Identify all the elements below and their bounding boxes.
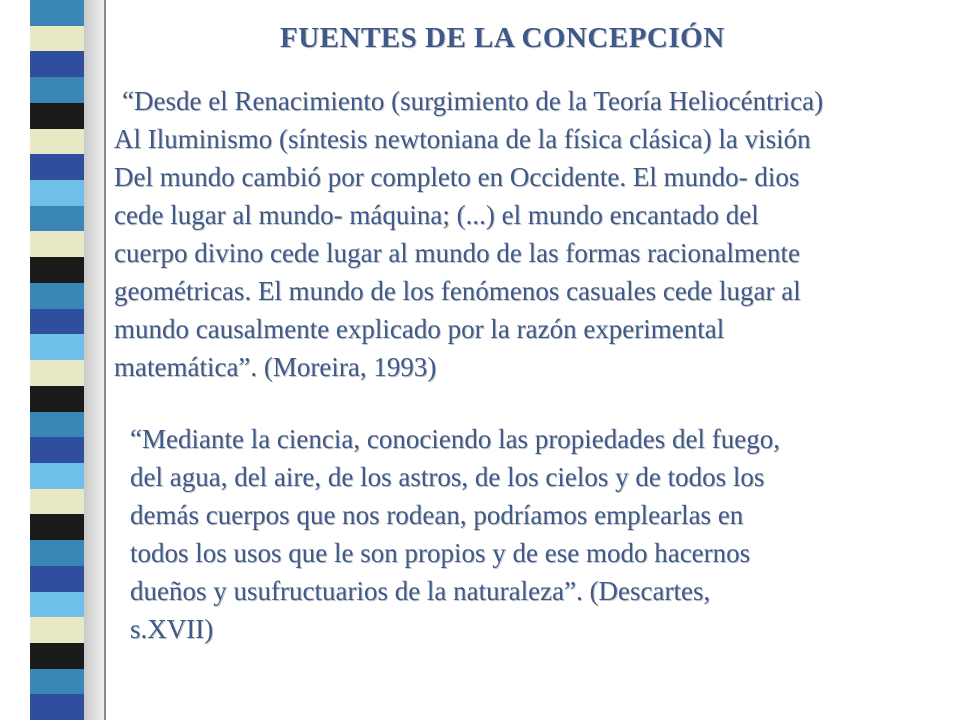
stripe-segment [30,386,84,412]
slide-title: FUENTES DE LA CONCEPCIÓN [280,22,725,54]
quote-moreira [114,82,944,386]
quote-line: geométricas. El mundo de los fenómenos casuales cede lugar al [114,276,801,306]
quote-line: “Desde el Renacimiento (surgimiento de la Teoría Heliocéntrica) [122,86,824,116]
stripe-segment [30,26,84,52]
decorative-stripe-bar [30,0,84,720]
stripe-bar-shadow [84,0,106,720]
stripe-segment [30,180,84,206]
quote-line: Al Iluminismo (síntesis newtoniana de la física clásica) la visión [114,124,811,154]
stripe-segment [30,617,84,643]
stripe-segment [30,514,84,540]
stripe-segment [30,694,84,720]
stripe-segment [30,103,84,129]
quote-line: cuerpo divino cede lugar al mundo de las formas racionalmente [114,238,800,268]
stripe-segment [30,231,84,257]
quote-line: demás cuerpos que nos rodean, podríamos emplearlas en [130,500,744,530]
quote-line: cede lugar al mundo- máquina; (...) el mundo encantado del [114,200,759,230]
stripe-bar-divider [104,0,106,720]
quote-line: “Mediante la ciencia, conociendo las propiedades del fuego, [130,424,780,454]
stripe-segment [30,0,84,26]
stripe-segment [30,283,84,309]
stripe-segment [30,643,84,669]
quote-line: s.XVII) [130,614,214,644]
stripe-segment [30,360,84,386]
stripe-segment [30,669,84,695]
stripe-segment [30,77,84,103]
stripe-segment [30,206,84,232]
quote-line: matemática”. (Moreira, 1993) [114,352,437,382]
stripe-segment [30,566,84,592]
stripe-segment [30,540,84,566]
stripe-segment [30,412,84,438]
stripe-segment [30,129,84,155]
quote-line: dueños y usufructuarios de la naturaleza”. (Descartes, [130,576,711,606]
stripe-segment [30,154,84,180]
stripe-segment [30,334,84,360]
quote-line: mundo causalmente explicado por la razón experimental [114,314,725,344]
stripe-segment [30,463,84,489]
quote-line: Del mundo cambió por completo en Occidente. El mundo- dios [114,162,800,192]
quote-line: todos los usos que le son propios y de ese modo hacernos [130,538,751,568]
stripe-segment [30,437,84,463]
stripe-segment [30,309,84,335]
stripe-segment [30,51,84,77]
stripe-segment [30,257,84,283]
quote-descartes [130,420,910,648]
quote-line: del agua, del aire, de los astros, de los cielos y de todos los [130,462,765,492]
stripe-segment [30,489,84,515]
stripe-segment [30,592,84,618]
